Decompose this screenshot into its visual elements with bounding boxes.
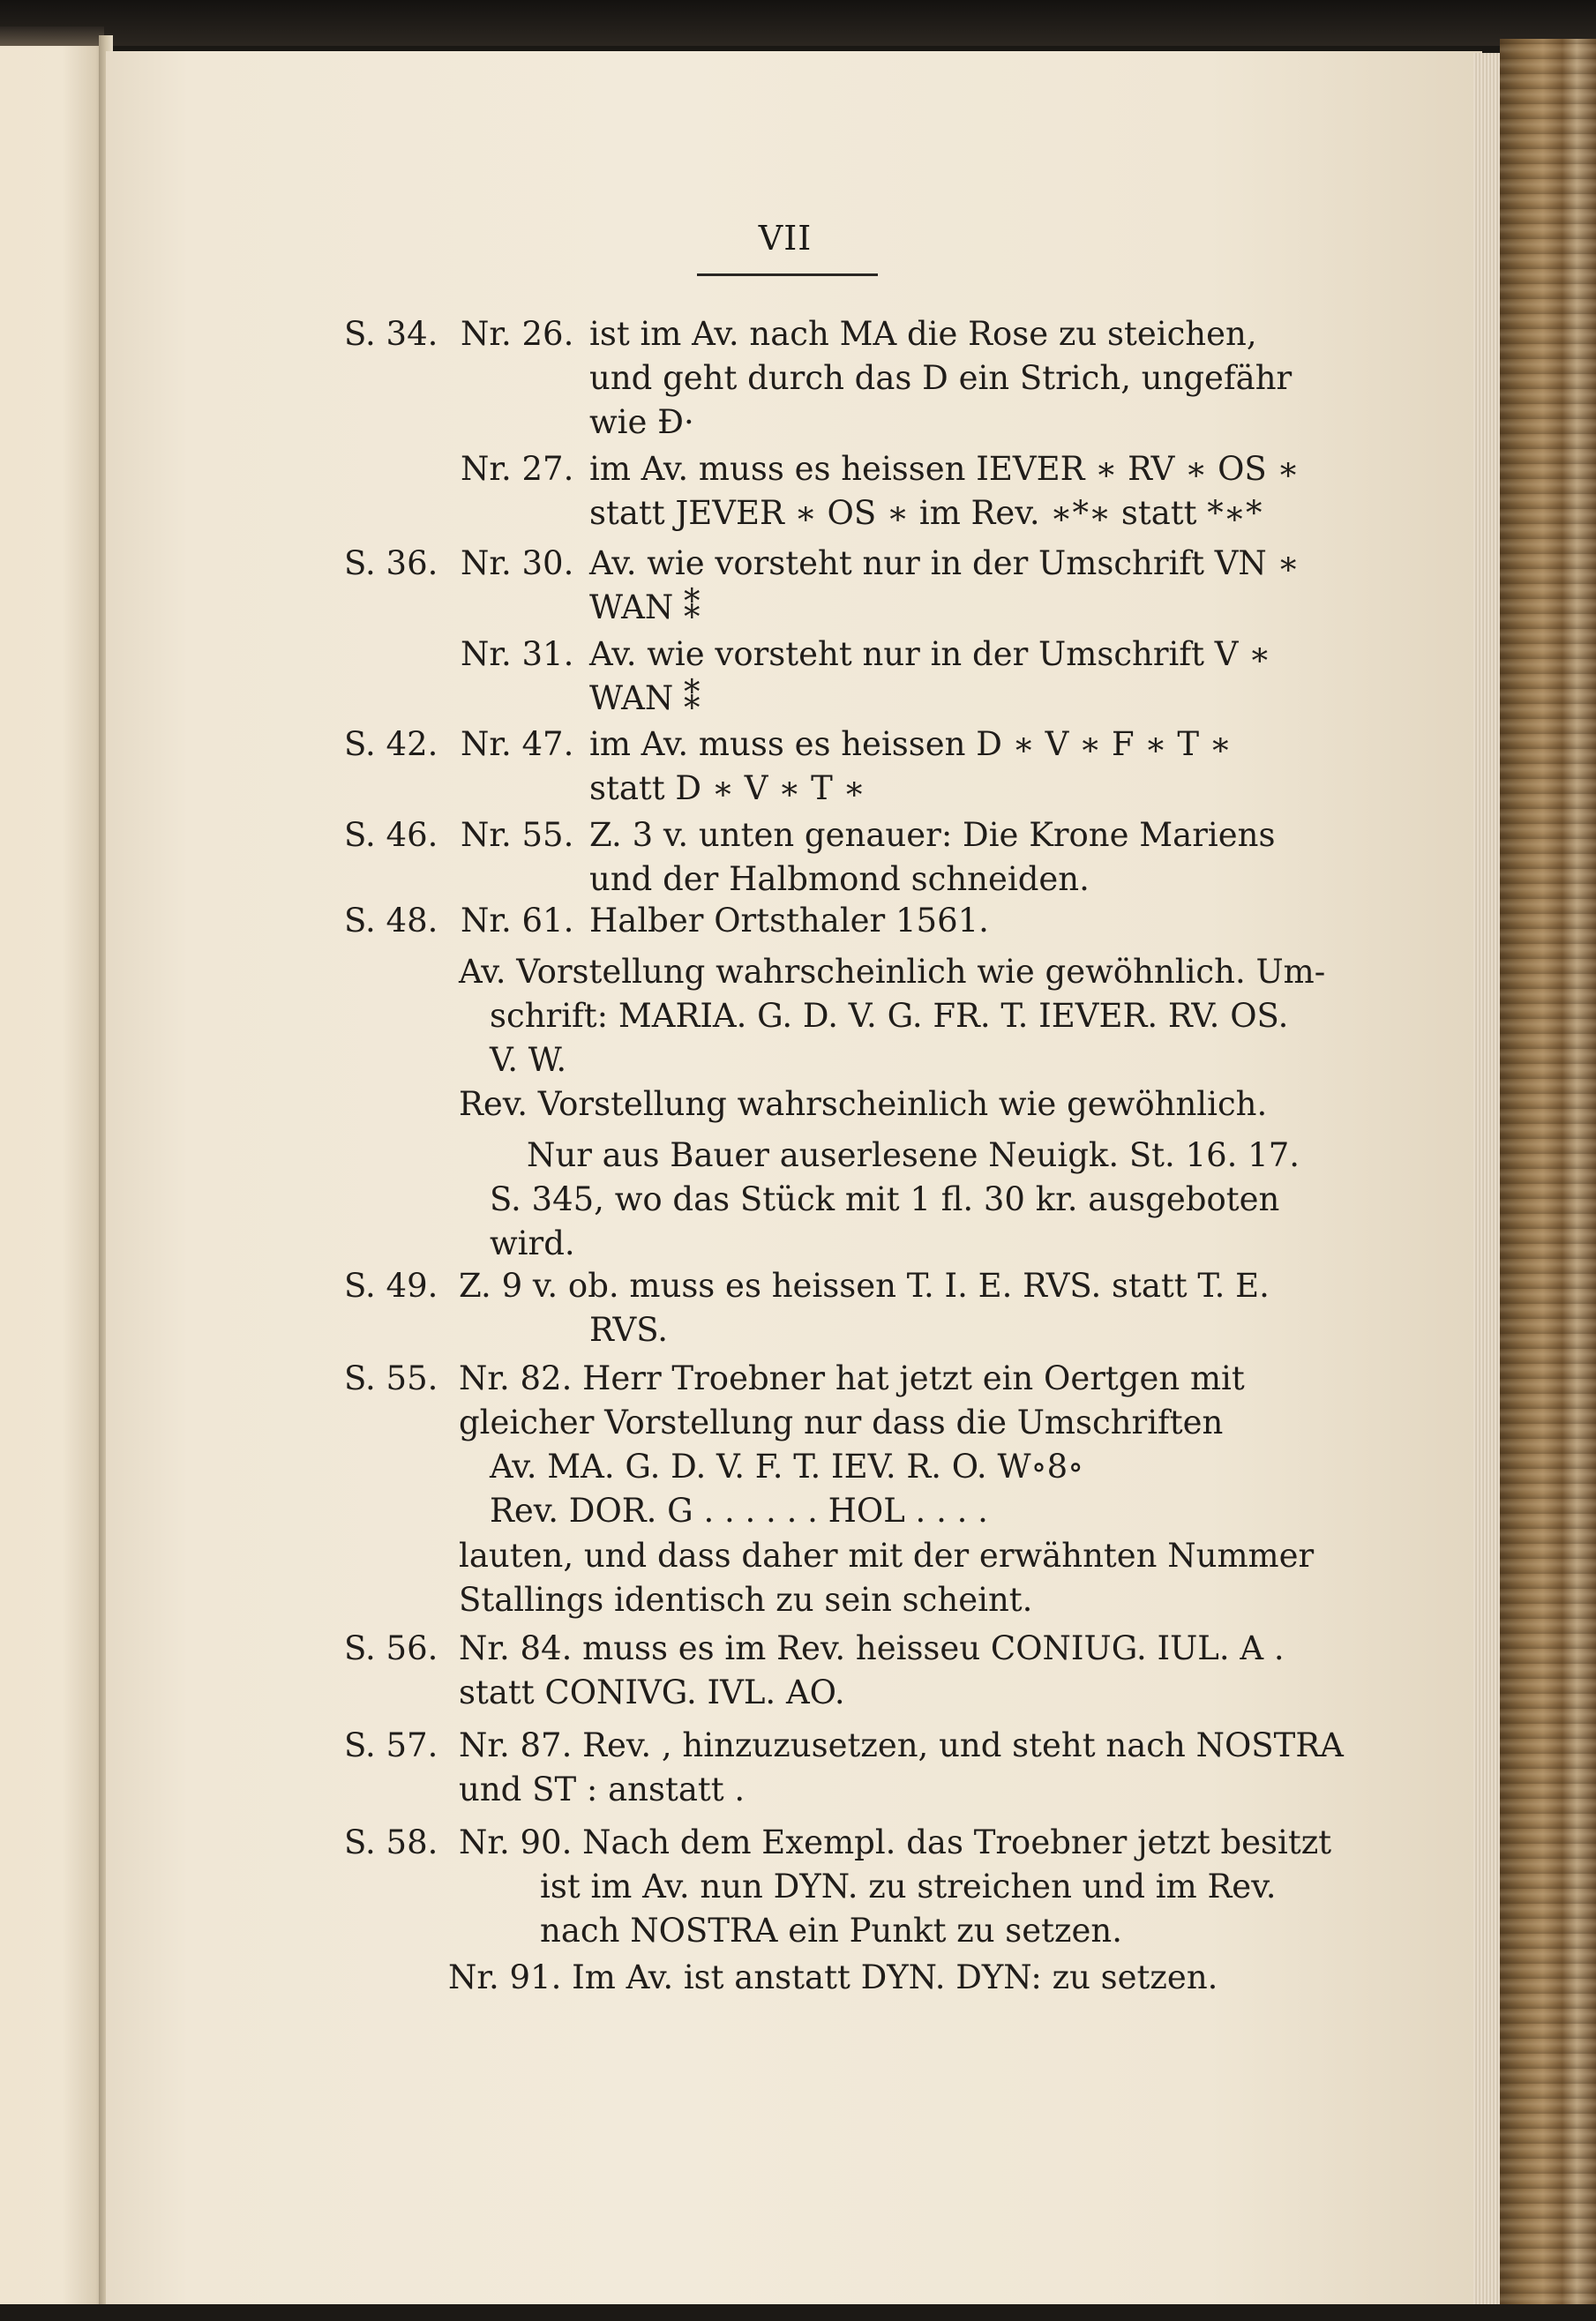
entry-line: V. W. (490, 1041, 567, 1079)
entry-line: ist im Av. nach MA die Rose zu steichen, (589, 315, 1257, 353)
entry-line: gleicher Vorstellung nur dass die Umschriften (459, 1404, 1224, 1441)
entry-line: Nr. 84. muss es im Rev. heisseu CONIUG. IUL. A . (459, 1629, 1285, 1667)
entry-line: wie Ð· (589, 403, 694, 441)
entry-line: Z. 9 v. ob. muss es heissen T. I. E. RVS. statt T. E. (459, 1267, 1270, 1305)
entry-line: Nur aus Bauer auserlesene Neuigk. St. 16. 17. (527, 1136, 1300, 1174)
section-label: S. 56. (344, 1629, 438, 1667)
entry-line: und geht durch das D ein Strich, ungefähr (589, 359, 1293, 397)
entry-line: Nr. 82. Herr Troebner hat jetzt ein Oertgen mit (459, 1359, 1245, 1397)
entry-line: Av. Vorstellung wahrscheinlich wie gewöhnlich. Um- (459, 953, 1326, 991)
entry-line: ist im Av. nun DYN. zu streichen und im Rev. (540, 1868, 1277, 1905)
entry-line: Av. wie vorsteht nur in der Umschrift V ∗ (589, 635, 1271, 673)
section-label: S. 46. (344, 816, 438, 854)
entry-line: Nr. 91. Im Av. ist anstatt DYN. DYN: zu setzen. (448, 1958, 1218, 1996)
entry-line: im Av. muss es heissen D ∗ V ∗ F ∗ T ∗ (589, 725, 1232, 763)
section-label: S. 57. (344, 1726, 438, 1764)
entry-line: Nr. 90. Nach dem Exempl. das Troebner jetzt besitzt (459, 1823, 1332, 1861)
section-label: S. 49. (344, 1267, 438, 1305)
section-label: S. 34. (344, 315, 438, 353)
number-label: Nr. 61. (461, 902, 574, 940)
entry-line: S. 345, wo das Stück mit 1 fl. 30 kr. ausgeboten (490, 1180, 1280, 1218)
number-label: Nr. 47. (461, 725, 574, 763)
entry-line: WAN ⁑ (589, 588, 701, 626)
section-label: S. 36. (344, 544, 438, 582)
page-number: VII (758, 219, 813, 258)
number-label: Nr. 30. (461, 544, 574, 582)
entry-line: statt JEVER ∗ OS ∗ im Rev. ∗*∗ statt *∗* (589, 494, 1263, 532)
entry-line: schrift: MARIA. G. D. V. G. FR. T. IEVER. RV. OS. (490, 997, 1289, 1035)
section-label: S. 48. (344, 902, 438, 940)
number-label: Nr. 31. (461, 635, 574, 673)
entry-line: Av. MA. G. D. V. F. T. IEV. R. O. W∘8∘ (490, 1448, 1084, 1486)
entry-line: Stallings identisch zu sein scheint. (459, 1581, 1033, 1619)
entry-line: und der Halbmond schneiden. (589, 860, 1090, 898)
entry-line: Rev. Vorstellung wahrscheinlich wie gewöhnlich. (459, 1085, 1268, 1123)
header-rule (697, 273, 878, 276)
page-edges (1473, 53, 1500, 2307)
number-label: Nr. 27. (461, 450, 574, 488)
entry-line: statt D ∗ V ∗ T ∗ (589, 769, 865, 807)
entry-line: wird. (490, 1224, 575, 1262)
entry-line: Nr. 87. Rev. , hinzuzusetzen, und steht nach NOSTRA (459, 1726, 1344, 1764)
entry-line: nach NOSTRA ein Punkt zu setzen. (540, 1912, 1123, 1950)
number-label: Nr. 55. (461, 816, 574, 854)
section-label: S. 55. (344, 1359, 438, 1397)
number-label: Nr. 26. (461, 315, 574, 353)
entry-line: statt CONIVG. IVL. AO. (459, 1673, 845, 1711)
entry-line: lauten, und dass daher mit der erwähnten Nummer (459, 1537, 1315, 1575)
entry-line: und ST : anstatt . (459, 1771, 746, 1808)
book-cover-edge (1500, 39, 1596, 2321)
section-label: S. 58. (344, 1823, 438, 1861)
left-page (0, 46, 104, 2304)
entry-line: RVS. (589, 1311, 669, 1349)
section-label: S. 42. (344, 725, 438, 763)
entry-line: Av. wie vorsteht nur in der Umschrift VN ∗ (589, 544, 1300, 582)
scan-background-top (0, 0, 1596, 46)
scan-background-bottom (0, 2304, 1596, 2321)
entry-line: Z. 3 v. unten genauer: Die Krone Mariens (589, 816, 1276, 854)
entry-line: WAN ⁑ (589, 679, 701, 717)
entry-line: Rev. DOR. G . . . . . . HOL . . . . (490, 1492, 988, 1530)
entry-line: Halber Ortsthaler 1561. (589, 902, 989, 940)
entry-line: im Av. muss es heissen IEVER ∗ RV ∗ OS ∗ (589, 450, 1300, 488)
